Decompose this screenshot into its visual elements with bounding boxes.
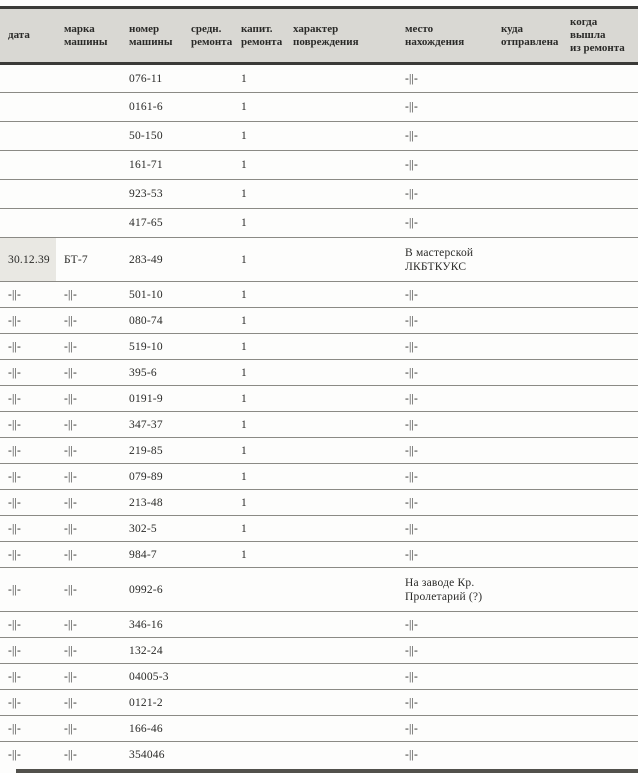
cell-number: 219-85: [129, 444, 163, 457]
cell-date: -||-: [8, 496, 22, 509]
cell-number: 395-6: [129, 366, 157, 379]
cell-date: -||-: [8, 444, 22, 457]
cell-brand: [56, 64, 121, 93]
cell-sent: [493, 612, 562, 638]
cell-date: -||-: [8, 288, 22, 301]
cell-sent: [493, 238, 562, 282]
table-row: [0, 690, 638, 716]
column-header-damage: [285, 8, 397, 64]
column-header-line: ремонта: [241, 35, 283, 48]
cell-sent: [493, 690, 562, 716]
cell-location: -||-: [405, 288, 419, 301]
cell-location: -||-: [405, 470, 419, 483]
cell-date: -||-: [8, 644, 22, 657]
cell-number: 0121-2: [129, 696, 163, 709]
cell-damage: [285, 308, 397, 334]
cell-sent: [493, 412, 562, 438]
cell-number: 132-24: [129, 644, 163, 657]
cell-done: [562, 690, 638, 716]
cell-location: -||-: [405, 217, 419, 229]
table-row: [0, 438, 638, 464]
cell-capital: 1: [241, 444, 247, 457]
cell-location: -||-: [405, 444, 419, 457]
cell-done: [562, 282, 638, 308]
table-row: [0, 386, 638, 412]
cell-date: -||-: [8, 583, 22, 596]
cell-capital: 1: [241, 496, 247, 509]
cell-date: -||-: [8, 314, 22, 327]
cell-sent: [493, 638, 562, 664]
cell-brand: [56, 209, 121, 238]
cell-location: -||-: [405, 159, 419, 171]
cell-medium: [183, 464, 233, 490]
cell-done: [562, 438, 638, 464]
cell-sent: [493, 308, 562, 334]
cell-location: -||-: [405, 748, 419, 761]
cell-medium: [183, 516, 233, 542]
cell-sent: [493, 716, 562, 742]
cell-capital: [233, 664, 285, 690]
cell-brand: -||-: [64, 366, 78, 379]
table-header: [0, 8, 638, 64]
column-header-line: место: [405, 22, 434, 35]
column-header-repair-exit: [562, 8, 638, 64]
cell-damage: [285, 412, 397, 438]
cell-damage: [285, 690, 397, 716]
column-header-sent-to: [493, 8, 562, 64]
cell-date: [0, 151, 56, 180]
cell-damage: [285, 151, 397, 180]
cell-date: -||-: [8, 392, 22, 405]
cell-brand: -||-: [64, 314, 78, 327]
repair-log-table: [0, 6, 638, 768]
cell-damage: [285, 464, 397, 490]
cell-medium: [183, 282, 233, 308]
cell-location: -||-: [405, 392, 419, 405]
cell-number: 354046: [129, 748, 165, 761]
table-row: [0, 568, 638, 612]
cell-damage: [285, 238, 397, 282]
cell-date: -||-: [8, 722, 22, 735]
cell-damage: [285, 516, 397, 542]
column-header-brand: [56, 8, 121, 64]
cell-damage: [285, 93, 397, 122]
cell-brand: -||-: [64, 470, 78, 483]
cell-number: 0161-6: [129, 101, 163, 113]
cell-done: [562, 360, 638, 386]
cell-location: -||-: [405, 366, 419, 379]
cell-date: 30.12.39: [0, 238, 56, 282]
cell-sent: [493, 209, 562, 238]
column-header-line: характер: [293, 22, 339, 35]
cell-done: [562, 542, 638, 568]
cell-sent: [493, 464, 562, 490]
cell-capital: [233, 638, 285, 664]
cell-sent: [493, 334, 562, 360]
cell-capital: [233, 612, 285, 638]
cell-medium: [183, 238, 233, 282]
cell-location: -||-: [405, 722, 419, 735]
cell-medium: [183, 438, 233, 464]
cell-brand: -||-: [64, 522, 78, 535]
cell-medium: [183, 742, 233, 768]
cell-capital: 1: [241, 217, 247, 229]
cell-capital: [233, 568, 285, 612]
table-row: [0, 716, 638, 742]
cell-date: -||-: [8, 696, 22, 709]
cell-number: 161-71: [129, 159, 163, 171]
cell-brand: -||-: [64, 618, 78, 631]
cell-sent: [493, 386, 562, 412]
column-header-line: когда вышла: [570, 16, 606, 41]
cell-capital: [233, 690, 285, 716]
cell-brand: -||-: [64, 670, 78, 683]
cell-brand: -||-: [64, 444, 78, 457]
cell-sent: [493, 568, 562, 612]
cell-done: [562, 209, 638, 238]
cell-damage: [285, 360, 397, 386]
cell-medium: [183, 93, 233, 122]
cell-sent: [493, 542, 562, 568]
table-row: [0, 638, 638, 664]
table-row: [0, 180, 638, 209]
table-row: [0, 122, 638, 151]
column-header-line: машины: [64, 35, 108, 48]
cell-date: [0, 209, 56, 238]
cell-capital: 1: [241, 548, 247, 561]
cell-sent: [493, 742, 562, 768]
table-row: [0, 151, 638, 180]
cell-number: 501-10: [129, 288, 163, 301]
cell-location: -||-: [405, 522, 419, 535]
cell-number: 519-10: [129, 340, 163, 353]
cell-capital: 1: [241, 470, 247, 483]
cell-date: -||-: [8, 340, 22, 353]
cell-capital: 1: [241, 522, 247, 535]
cell-number: 0191-9: [129, 392, 163, 405]
cell-medium: [183, 412, 233, 438]
cell-capital: 1: [241, 366, 247, 379]
column-header-line: машины: [129, 35, 173, 48]
cell-date: -||-: [8, 748, 22, 761]
cell-medium: [183, 151, 233, 180]
cell-location: -||-: [405, 188, 419, 200]
cell-capital: [233, 742, 285, 768]
cell-brand: БТ-7: [64, 253, 88, 266]
cell-brand: -||-: [64, 583, 78, 596]
cell-date: -||-: [8, 670, 22, 683]
cell-done: [562, 612, 638, 638]
table-bottom-border: [16, 769, 638, 773]
cell-location: -||-: [405, 696, 419, 709]
table-row: [0, 464, 638, 490]
column-header-line: повреждения: [293, 35, 359, 48]
cell-date: -||-: [8, 366, 22, 379]
cell-date: -||-: [8, 418, 22, 431]
cell-done: [562, 386, 638, 412]
cell-medium: [183, 716, 233, 742]
table-row: [0, 209, 638, 238]
cell-medium: [183, 122, 233, 151]
cell-number: 346-16: [129, 618, 163, 631]
cell-damage: [285, 742, 397, 768]
cell-number: 079-89: [129, 470, 163, 483]
cell-medium: [183, 180, 233, 209]
cell-done: [562, 568, 638, 612]
cell-medium: [183, 612, 233, 638]
cell-brand: -||-: [64, 644, 78, 657]
cell-medium: [183, 690, 233, 716]
cell-location: -||-: [405, 548, 419, 561]
column-header-line: марка: [64, 22, 95, 35]
cell-medium: [183, 568, 233, 612]
table-row: [0, 64, 638, 93]
cell-done: [562, 308, 638, 334]
table-row: [0, 334, 638, 360]
cell-damage: [285, 180, 397, 209]
table-row: [0, 412, 638, 438]
table-row: [0, 490, 638, 516]
column-header-line: ремонта: [191, 35, 233, 48]
cell-done: [562, 716, 638, 742]
cell-damage: [285, 334, 397, 360]
cell-done: [562, 238, 638, 282]
cell-brand: -||-: [64, 722, 78, 735]
cell-location: [397, 238, 493, 282]
cell-brand: [56, 93, 121, 122]
cell-number: 347-37: [129, 418, 163, 431]
column-header-location: [397, 8, 493, 64]
cell-capital: 1: [241, 314, 247, 327]
cell-sent: [493, 516, 562, 542]
cell-number: 302-5: [129, 522, 157, 535]
cell-line: ЛКБТКУКС: [405, 260, 467, 273]
cell-location: -||-: [405, 130, 419, 142]
cell-brand: -||-: [64, 696, 78, 709]
cell-brand: -||-: [64, 548, 78, 561]
cell-brand: [56, 122, 121, 151]
cell-done: [562, 664, 638, 690]
cell-medium: [183, 64, 233, 93]
table-row: [0, 542, 638, 568]
table-body: [0, 64, 638, 768]
cell-sent: [493, 490, 562, 516]
cell-brand: -||-: [64, 340, 78, 353]
cell-sent: [493, 180, 562, 209]
cell-damage: [285, 122, 397, 151]
cell-capital: 1: [241, 418, 247, 431]
cell-done: [562, 516, 638, 542]
cell-damage: [285, 716, 397, 742]
cell-medium: [183, 542, 233, 568]
column-header-date: [0, 8, 56, 64]
cell-date: -||-: [8, 548, 22, 561]
cell-done: [562, 464, 638, 490]
cell-done: [562, 742, 638, 768]
cell-line: На заводе Кр.: [405, 576, 475, 589]
cell-line: В мастерской: [405, 246, 474, 259]
cell-done: [562, 151, 638, 180]
cell-date: -||-: [8, 522, 22, 535]
cell-damage: [285, 612, 397, 638]
cell-date: [0, 180, 56, 209]
table-row: [0, 238, 638, 282]
cell-brand: -||-: [64, 496, 78, 509]
cell-location: -||-: [405, 72, 419, 85]
cell-location: -||-: [405, 418, 419, 431]
cell-damage: [285, 209, 397, 238]
cell-line: Пролетарий (?): [405, 590, 483, 603]
cell-damage: [285, 664, 397, 690]
cell-location: -||-: [405, 314, 419, 327]
column-header-medium-repair: [183, 8, 233, 64]
cell-date: -||-: [8, 618, 22, 631]
cell-medium: [183, 360, 233, 386]
cell-date: [0, 122, 56, 151]
table-row: [0, 516, 638, 542]
cell-capital: 1: [241, 340, 247, 353]
cell-medium: [183, 209, 233, 238]
cell-date: [0, 93, 56, 122]
cell-date: -||-: [8, 470, 22, 483]
cell-done: [562, 490, 638, 516]
cell-location: -||-: [405, 618, 419, 631]
column-header-number: [121, 8, 183, 64]
cell-done: [562, 180, 638, 209]
cell-capital: 1: [241, 101, 247, 113]
column-header-line: капит.: [241, 22, 273, 35]
cell-capital: 1: [241, 288, 247, 301]
cell-location: -||-: [405, 340, 419, 353]
cell-damage: [285, 64, 397, 93]
cell-number: 283-49: [129, 253, 163, 266]
cell-medium: [183, 308, 233, 334]
cell-done: [562, 64, 638, 93]
cell-sent: [493, 664, 562, 690]
cell-sent: [493, 64, 562, 93]
cell-brand: [56, 151, 121, 180]
header-row: [0, 8, 638, 64]
cell-number: 417-65: [129, 217, 163, 229]
cell-damage: [285, 568, 397, 612]
column-header-line: номер: [129, 22, 160, 35]
cell-damage: [285, 490, 397, 516]
cell-sent: [493, 93, 562, 122]
table-row: [0, 664, 638, 690]
cell-location: -||-: [405, 670, 419, 683]
cell-damage: [285, 542, 397, 568]
cell-brand: -||-: [64, 392, 78, 405]
cell-damage: [285, 386, 397, 412]
cell-number: 076-11: [129, 72, 163, 85]
cell-sent: [493, 151, 562, 180]
cell-capital: 1: [241, 188, 247, 200]
cell-location: -||-: [405, 496, 419, 509]
cell-brand: -||-: [64, 288, 78, 301]
cell-number: 213-48: [129, 496, 163, 509]
cell-capital: 1: [241, 159, 247, 171]
cell-brand: -||-: [64, 748, 78, 761]
column-header-line: отправлена: [501, 35, 559, 48]
cell-number: 923-53: [129, 188, 163, 200]
cell-number: 080-74: [129, 314, 163, 327]
cell-done: [562, 638, 638, 664]
cell-done: [562, 93, 638, 122]
cell-location: -||-: [405, 101, 419, 113]
table-row: [0, 282, 638, 308]
cell-brand: [56, 180, 121, 209]
cell-location: [397, 568, 493, 612]
cell-capital: 1: [241, 253, 247, 266]
cell-done: [562, 122, 638, 151]
cell-medium: [183, 490, 233, 516]
column-header-line: нахождения: [405, 35, 465, 48]
cell-sent: [493, 438, 562, 464]
cell-medium: [183, 386, 233, 412]
cell-number: 166-46: [129, 722, 163, 735]
column-header-line: куда: [501, 22, 524, 35]
cell-date: [0, 64, 56, 93]
cell-medium: [183, 664, 233, 690]
cell-done: [562, 412, 638, 438]
cell-damage: [285, 638, 397, 664]
cell-capital: 1: [241, 392, 247, 405]
cell-medium: [183, 334, 233, 360]
column-header-line: из ремонта: [570, 42, 625, 54]
cell-damage: [285, 438, 397, 464]
cell-medium: [183, 638, 233, 664]
cell-capital: 1: [241, 130, 247, 142]
column-header-line: дата: [8, 29, 30, 41]
cell-number: 984-7: [129, 548, 157, 561]
cell-number: 04005-3: [129, 670, 169, 683]
table-row: [0, 93, 638, 122]
table-row: [0, 612, 638, 638]
cell-number: 0992-6: [129, 583, 163, 596]
table-row: [0, 360, 638, 386]
cell-capital: [233, 716, 285, 742]
cell-done: [562, 334, 638, 360]
column-header-line: средн.: [191, 22, 222, 35]
cell-location: -||-: [405, 644, 419, 657]
cell-brand: -||-: [64, 418, 78, 431]
cell-sent: [493, 282, 562, 308]
table-row: [0, 742, 638, 768]
cell-number: 50-150: [129, 130, 163, 142]
cell-sent: [493, 360, 562, 386]
cell-capital: 1: [241, 72, 247, 85]
cell-damage: [285, 282, 397, 308]
column-header-capital-repair: [233, 8, 285, 64]
cell-sent: [493, 122, 562, 151]
table-row: [0, 308, 638, 334]
